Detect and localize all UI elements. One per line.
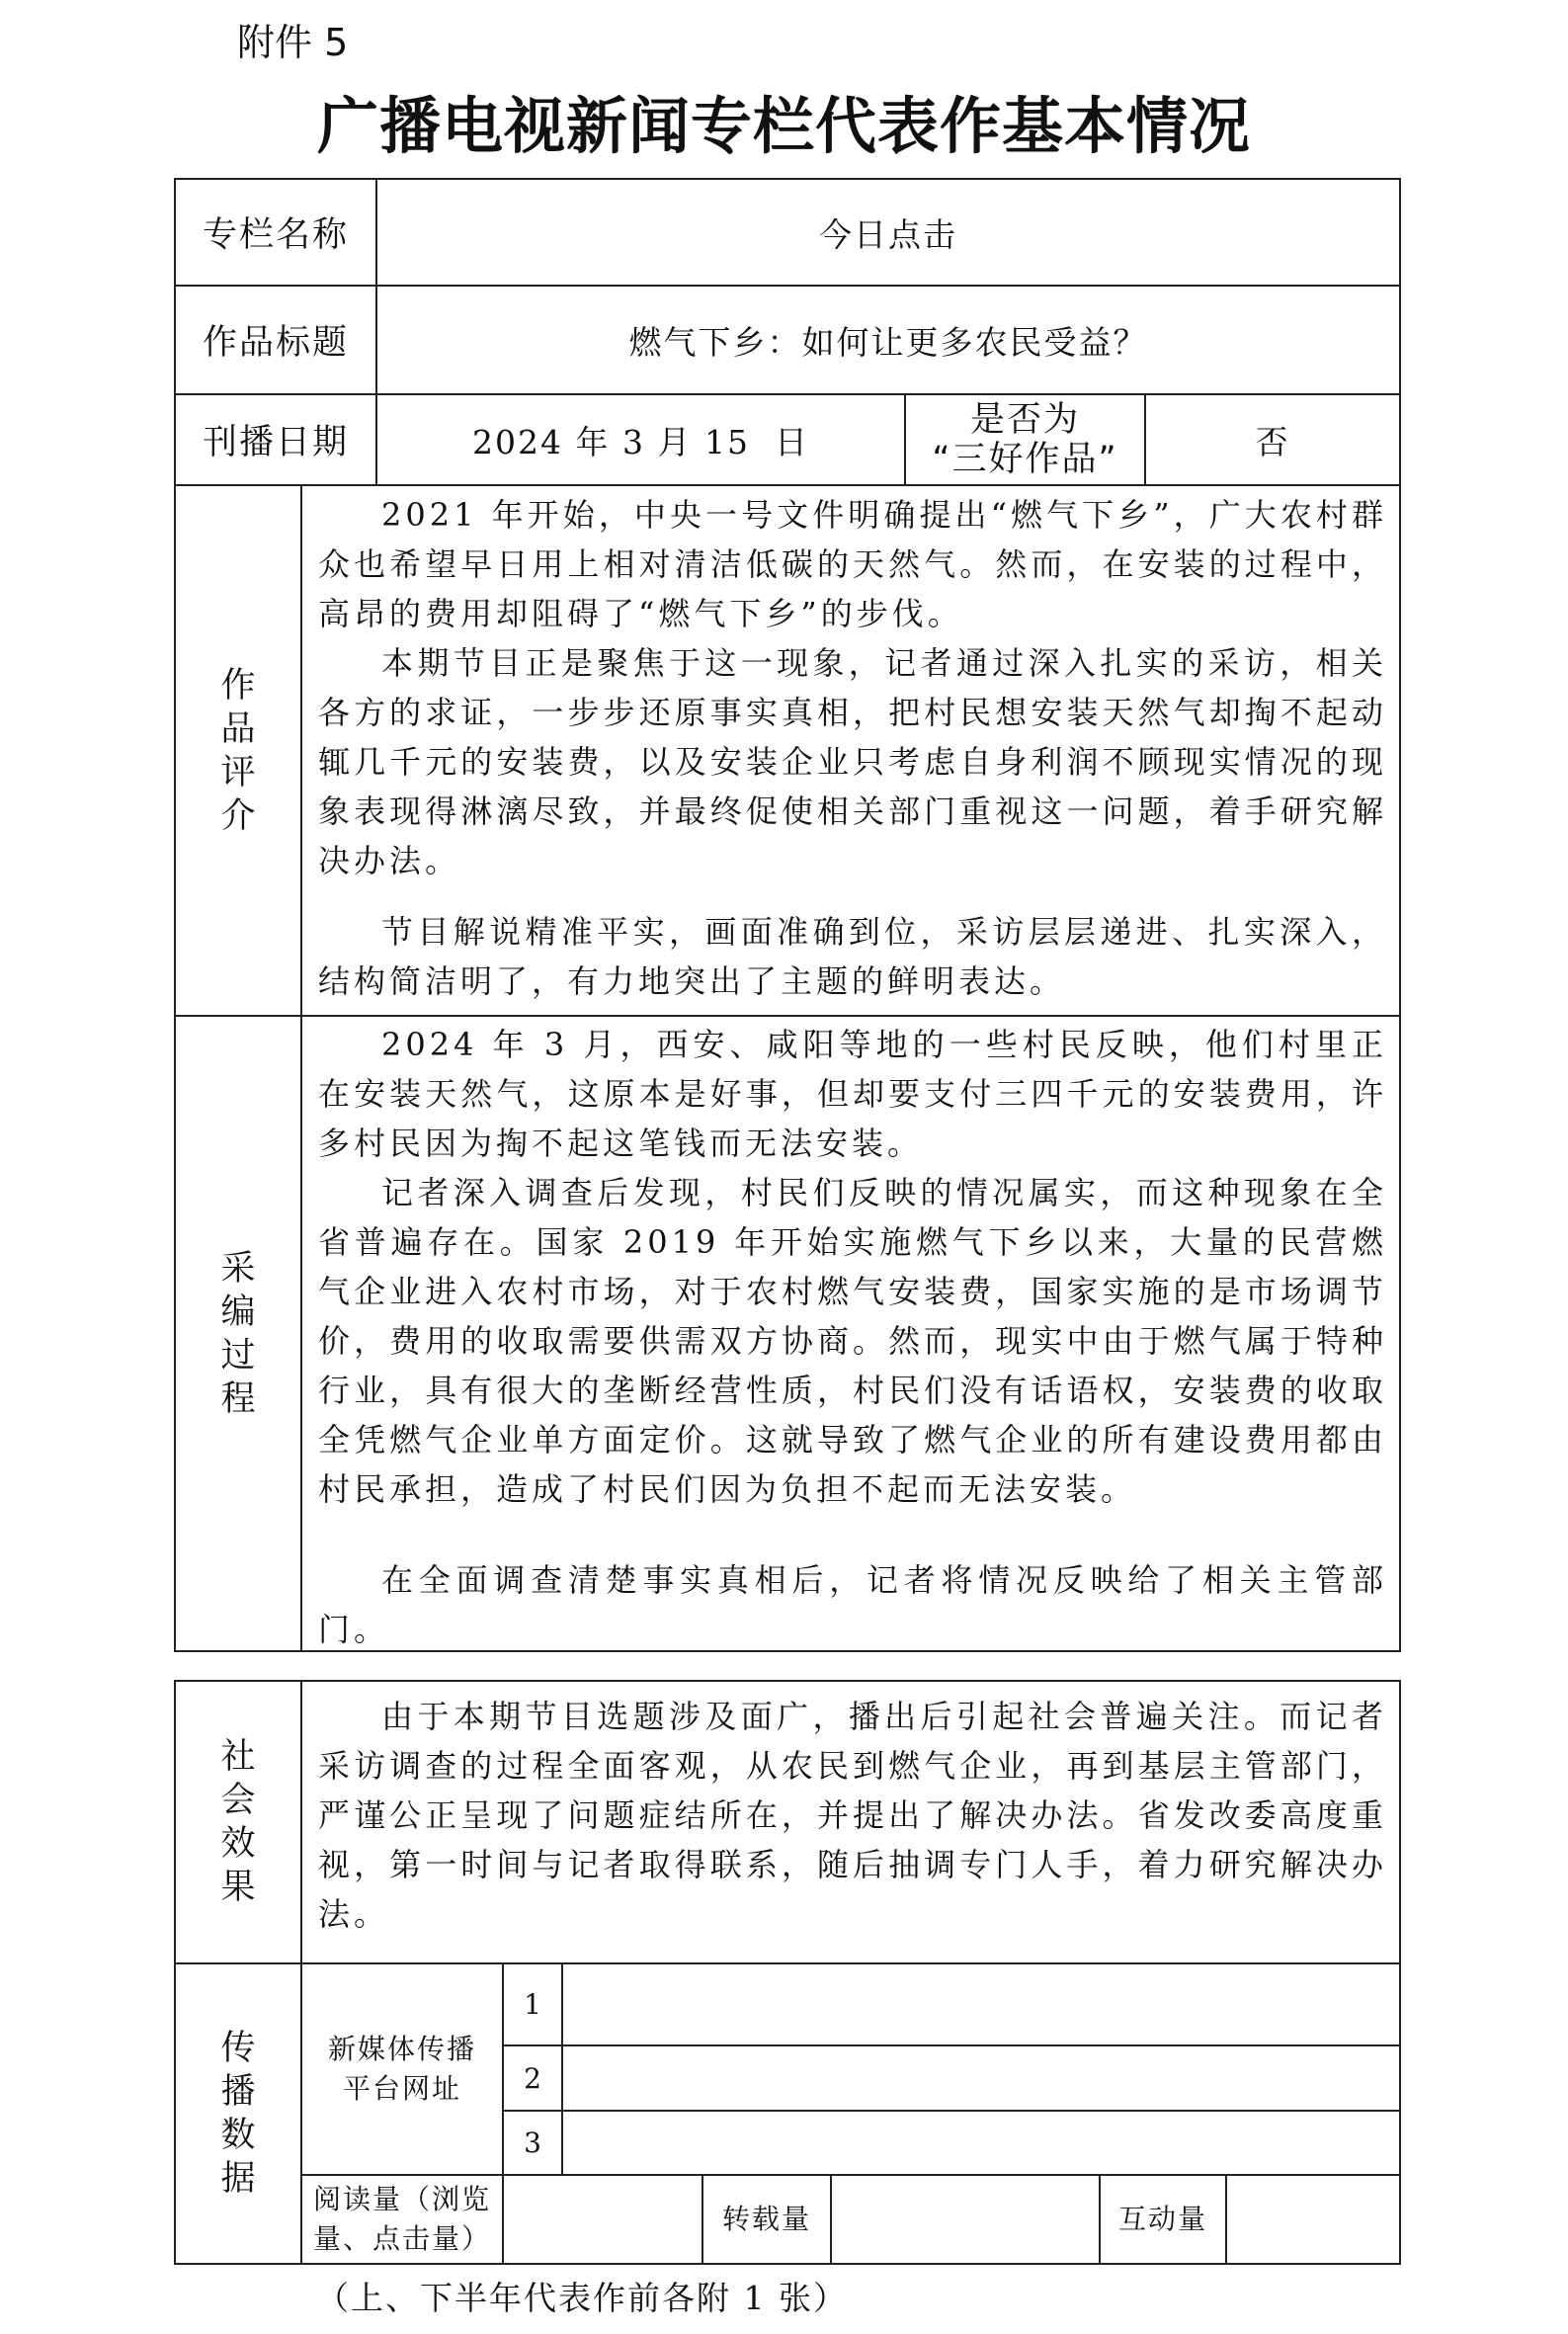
- url-field[interactable]: [563, 2046, 1399, 2110]
- work-title-label: 作品标题: [202, 323, 349, 363]
- process-paragraph: 记者深入调查后发现，村民们反映的情况属实，而这种现象在全省普遍存在。国家 2019 年开始实施燃气下乡以来，大量的民营燃气企业进入农村市场，对于农村燃气安装费，国家实施的是市场调节价，费用的收取需要供需双方协商。然而，现实中由于燃气属于特种行业，具有很大的垄断经营性质，村民们没有话语权，安装费的收取全凭燃气企业单方面定价。这就导致了燃气企业的所有建设费用都由村民承担，造成了村民们因为负担不起而无法安装。: [318, 1174, 1387, 1508]
- evaluation-paragraph: 本期节目正是聚焦于这一现象，记者通过深入扎实的采访，相关各方的求证，一步步还原事实真相，把村民想安装天然气却掏不起动辄几千元的安装费，以及安装企业只考虑自身利润不顾现实情况的现象表现得淋漓尽致，并最终促使相关部门重视这一问题，着手研究解决办法。: [318, 644, 1387, 879]
- url-number: 3: [524, 2126, 541, 2159]
- evaluation-paragraph: 2021 年开始，中央一号文件明确提出“燃气下乡”，广大农村群众也希望早日用上相对清洁低碳的天然气。然而，在安装的过程中，高昂的费用却阻碍了“燃气下乡”的步伐。: [318, 496, 1387, 632]
- reads-label: [302, 2176, 502, 2263]
- reads-label-line1: 阅读量（浏览: [312, 2183, 491, 2215]
- distribution-label: 传播数据: [220, 2029, 256, 2199]
- reads-label-line2: 量、点击量）: [312, 2222, 491, 2255]
- reposts-label: 转载量: [721, 2203, 811, 2235]
- three-good-label-line2: “三好作品”: [932, 440, 1118, 479]
- reads-value[interactable]: [504, 2176, 701, 2263]
- url-number: 2: [524, 2061, 541, 2095]
- three-good-label: [906, 395, 1144, 484]
- effect-label-cell: [176, 1682, 300, 1962]
- effect-paragraph: 由于本期节目选题涉及面广，播出后引起社会普遍关注。而记者采访调查的过程全面客观，从农民到燃气企业，再到基层主管部门，严谨公正呈现了问题症结所在，并提出了解决办法。省发改委高度重视，第一时间与记者取得联系，随后抽调专门人手，着力研究解决办法。: [318, 1698, 1387, 1933]
- interactions-value[interactable]: [1227, 2176, 1399, 2263]
- platform-url-label: [302, 1964, 502, 2174]
- process-label: 采编过程: [220, 1248, 256, 1419]
- url-field[interactable]: [563, 1964, 1399, 2044]
- document-title: 广播电视新闻专栏代表作基本情况: [316, 90, 1251, 162]
- process-paragraph: 2024 年 3 月，西安、咸阳等地的一些村民反映，他们村里正在安装天然气，这原本是好事，但却要支付三四千元的安装费用，许多村民因为掏不起这笔钱而无法安装。: [318, 1026, 1387, 1162]
- three-good-label-line1: 是否为: [969, 400, 1080, 440]
- process-paragraph: 在全面调查清楚事实真相后，记者将情况反映给了相关主管部门。: [318, 1561, 1387, 1648]
- attachment-label: 附件 5: [237, 21, 349, 64]
- url-field[interactable]: [563, 2112, 1399, 2174]
- air-date-value: 2024 年 3 月 15 日: [472, 422, 809, 461]
- evaluation-paragraph: 节目解说精准平实，画面准确到位，采访层层递进、扎实深入，结构简洁明了，有力地突出了主题的鲜明表达。: [318, 913, 1387, 1000]
- column-name-value: 今日点击: [819, 214, 957, 254]
- column-name-label: 专栏名称: [202, 215, 349, 255]
- url-number: 1: [524, 1988, 541, 2021]
- air-date-label: 刊播日期: [202, 423, 349, 462]
- reposts-value[interactable]: [832, 2176, 1099, 2263]
- evaluation-label: 作品评介: [220, 665, 256, 836]
- work-title-value: 燃气下乡：如何让更多农民受益？: [628, 322, 1148, 362]
- effect-label: 社会效果: [220, 1737, 256, 1907]
- interactions-label: 互动量: [1117, 2203, 1207, 2235]
- distribution-label-cell: [176, 1964, 300, 2263]
- three-good-value: 否: [1255, 422, 1290, 461]
- platform-url-label-line2: 平台网址: [342, 2072, 461, 2105]
- evaluation-label-cell: [176, 486, 300, 1015]
- process-label-cell: [176, 1017, 300, 1650]
- platform-url-label-line1: 新媒体传播: [327, 2033, 476, 2065]
- footnote: （上、下半年代表作前各附 1 张）: [316, 2279, 848, 2317]
